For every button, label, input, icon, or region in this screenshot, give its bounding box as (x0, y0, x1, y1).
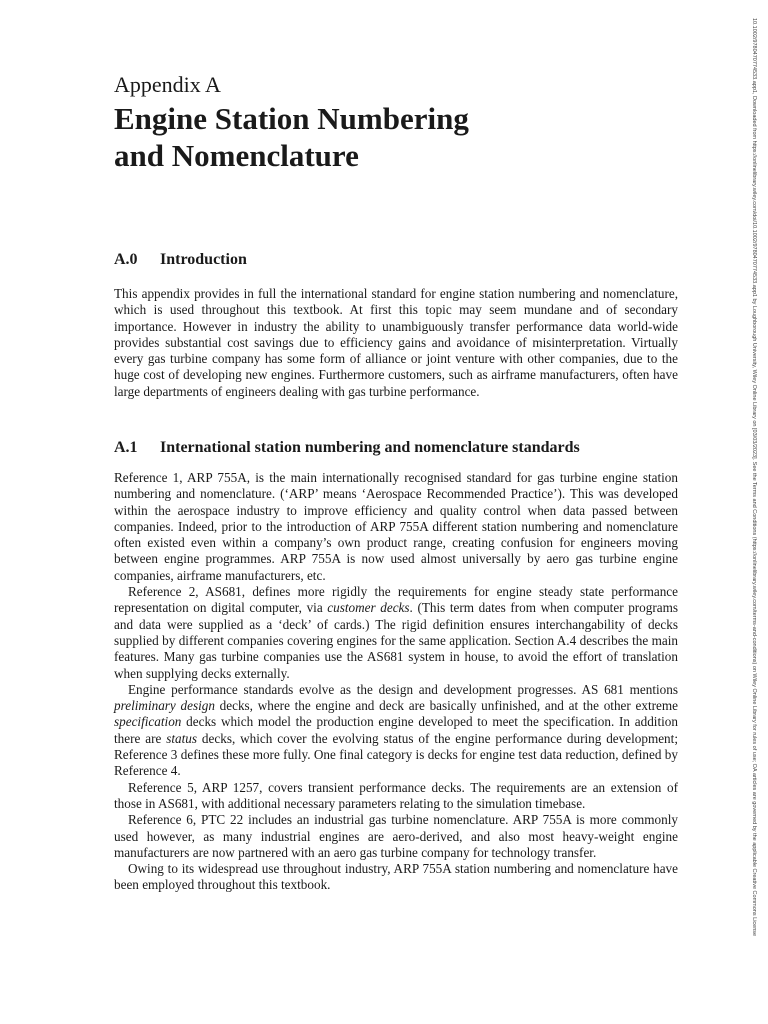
download-notice: 10.1002/9780470774533.app1, Downloaded from https://onlinelibrary.wiley.com/doi/10.1002/9780470774533.app1 by Loughborough University, Wiley Online Library on [03/03/2023]. See the Terms and Conditions (https://onlinelibrary.wiley.com/terms-and-conditions) on Wiley Online Library for rules of use; OA articles are governed by the applicable Creative Commons License (751, 18, 757, 937)
paragraph-conclusion: Owing to its widespread use throughout industry, ARP 755A station numbering and nomenclature have been employed throughout this textbook. (114, 861, 678, 893)
paragraph-ptc22: Reference 6, PTC 22 includes an industrial gas turbine nomenclature. ARP 755A is more commonly used however, as many industrial engines are aero-derived, and also most heavy-weight engine manufacturers are now partnered with an aero gas turbine company for technology transfer. (114, 812, 678, 860)
term-specification: specification (114, 714, 182, 730)
chapter-title-line2: and Nomenclature (114, 138, 359, 173)
section-number: A.0 (114, 251, 138, 268)
paragraph-arp755a: Reference 1, ARP 755A, is the main internationally recognised standard for gas turbine engine station numbering and nomenclature. (‘ARP’ means ‘Aerospace Recommended Practice’). This was developed within the aerospace industry to improve efficiency and quality control when data passed between companies. Indeed, prior to the introduction of ARP 755A different station numbering and nomenclature often existed even within a company’s own product range, creating confusion for engineers moving between engine programmes. ARP 755A is now used almost universally by aero gas turbine engine companies, airframe manufacturers, etc. (114, 470, 678, 583)
appendix-label: Appendix A (114, 72, 221, 97)
intro-paragraph: This appendix provides in full the international standard for engine station numbering and nomenclature, which is used throughout this textbook. At first this topic may seem mundane and of secondary importance. However in industry the ability to unambiguously transfer performance data world-wide provides substantial cost savings due to efficiency gains and avoidance of misinterpretation. Virtually every gas turbine company has some form of alliance or joint venture with other companies, due to the huge cost of developing new engines. Furthermore customers, such as airframe manufacturers, often have large departments of engineers dealing with gas turbine performance. (114, 286, 678, 399)
term-status: status (166, 730, 198, 746)
paragraph-as681: Reference 2, AS681, defines more rigidly the requirements for engine steady state performance representation on digital computer, via customer decks. (This term dates from when computer programs and data were supplied as a ‘deck’ of cards.) The rigid definition ensures interchangability of decks supplied by different companies covering engines for the same application. Section A.4 describes the main features. Many gas turbine companies use the AS681 system in house, to avoid the effort of translation when supplying decks externally. (114, 584, 678, 681)
paragraph-arp1257: Reference 5, ARP 1257, covers transient performance decks. The requirements are an extension of those in AS681, with additional necessary parameters relating to the simulation timebase. (114, 779, 678, 811)
intro-section (114, 286, 678, 400)
page-content (114, 72, 678, 893)
term-preliminary-design: preliminary design (114, 698, 215, 714)
chapter-title-line1: Engine Station Numbering (114, 101, 469, 136)
section-title: Introduction (160, 251, 247, 268)
section-heading-a0 (114, 250, 247, 270)
chapter-title (114, 100, 678, 174)
section-title: International station numbering and nomenclature standards (160, 439, 580, 456)
term-customer-decks: customer decks (327, 600, 410, 616)
section-heading-a1 (114, 438, 580, 458)
section-a1-body (114, 470, 678, 894)
section-number: A.1 (114, 439, 138, 456)
paragraph-standards-evolve: Engine performance standards evolve as the design and development progresses. AS 681 mentions preliminary design decks, where the engine and deck are basically unfinished, and at the other extreme specification decks which model the production engine developed to meet the specification. In addition there are status decks, which cover the evolving status of the engine performance during development; Reference 3 defines these more fully. One final category is decks for engine test data reduction, defined by Reference 4. (114, 681, 678, 779)
